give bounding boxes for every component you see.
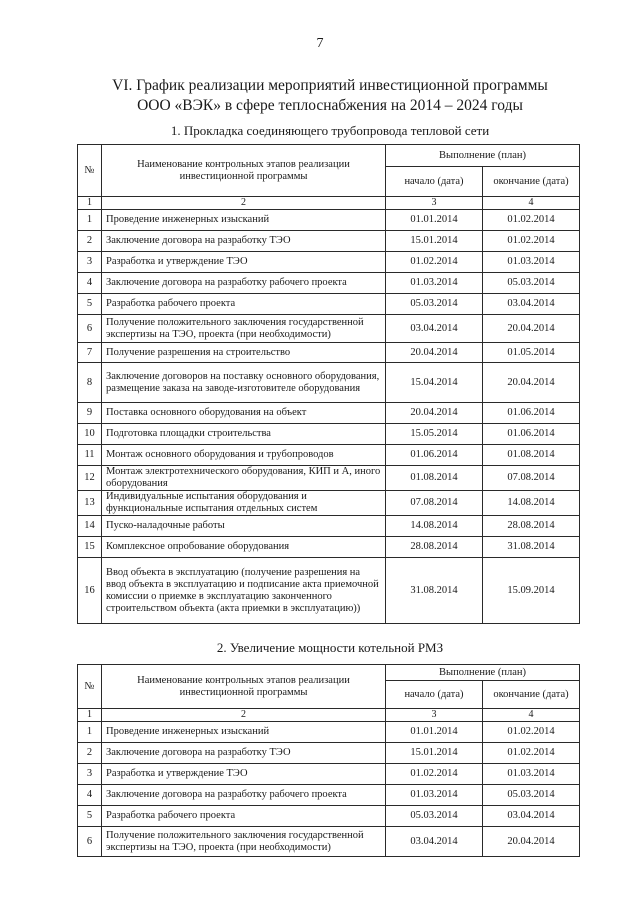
header-num: № [78,145,102,197]
header-col-3: 3 [386,709,483,722]
row-num: 14 [78,516,102,537]
row-name: Разработка рабочего проекта [102,294,386,315]
row-start: 05.03.2014 [386,294,483,315]
row-name: Заключение договора на разработку ТЭО [102,743,386,764]
row-end: 07.08.2014 [483,466,580,491]
header-num: № [78,665,102,709]
row-name: Разработка рабочего проекта [102,806,386,827]
table-row [78,424,580,445]
row-start: 01.03.2014 [386,785,483,806]
row-end: 14.08.2014 [483,491,580,516]
row-num: 15 [78,537,102,558]
row-name: Пуско-наладочные работы [102,516,386,537]
row-end: 20.04.2014 [483,315,580,343]
row-num: 6 [78,827,102,857]
row-end: 05.03.2014 [483,785,580,806]
row-start: 01.02.2014 [386,764,483,785]
row-end: 01.06.2014 [483,424,580,445]
row-start: 01.01.2014 [386,722,483,743]
row-start: 28.08.2014 [386,537,483,558]
table-row [78,722,580,743]
section-2-title: 2. Увеличение мощности котельной РМЗ [216,640,444,655]
table-row [78,343,580,363]
row-num: 1 [78,722,102,743]
table-row [78,743,580,764]
row-start: 03.04.2014 [386,315,483,343]
header-col-4: 4 [483,197,580,210]
row-start: 03.04.2014 [386,827,483,857]
table-row [78,466,580,491]
table-row [78,210,580,231]
row-end: 05.03.2014 [483,273,580,294]
row-name: Поставка основного оборудования на объект [102,403,386,424]
row-end: 01.03.2014 [483,764,580,785]
row-end: 01.02.2014 [483,231,580,252]
table-row [78,315,580,343]
row-num: 13 [78,491,102,516]
row-end: 01.02.2014 [483,743,580,764]
row-num: 10 [78,424,102,445]
header-execution: Выполнение (план) [386,665,580,681]
row-name: Проведение инженерных изысканий [102,210,386,231]
row-num: 2 [78,743,102,764]
row-start: 31.08.2014 [386,558,483,624]
table-row [78,806,580,827]
table-row [78,294,580,315]
row-num: 9 [78,403,102,424]
header-col-2: 2 [102,197,386,210]
table-row [78,252,580,273]
table-row [78,363,580,403]
row-end: 01.02.2014 [483,722,580,743]
row-num: 1 [78,210,102,231]
row-start: 15.04.2014 [386,363,483,403]
schedule-table-2 [77,664,580,857]
row-start: 15.05.2014 [386,424,483,445]
table-row [78,231,580,252]
row-start: 14.08.2014 [386,516,483,537]
row-end: 20.04.2014 [483,363,580,403]
document-title [60,76,600,116]
row-end: 03.04.2014 [483,806,580,827]
header-end: окончание (дата) [483,167,580,197]
row-end: 31.08.2014 [483,537,580,558]
table-row [78,445,580,466]
row-name: Подготовка площадки строительства [102,424,386,445]
schedule-table-1 [77,144,580,624]
row-end: 28.08.2014 [483,516,580,537]
table-row [78,491,580,516]
row-num: 3 [78,252,102,273]
row-name: Заключение договора на разработку рабочего проекта [102,785,386,806]
row-name: Разработка и утверждение ТЭО [102,252,386,273]
row-start: 20.04.2014 [386,343,483,363]
header-col-1: 1 [78,197,102,210]
row-start: 01.03.2014 [386,273,483,294]
row-num: 6 [78,315,102,343]
row-num: 5 [78,294,102,315]
row-num: 16 [78,558,102,624]
header-col-4: 4 [483,709,580,722]
header-name: Наименование контрольных этапов реализации инвестиционной программы [102,145,386,197]
row-start: 15.01.2014 [386,231,483,252]
row-name: Индивидуальные испытания оборудования и функциональные испытания отдельных систем [102,491,386,516]
row-name: Получение положительного заключения государственной экспертизы на ТЭО, проекта (при необходимости) [102,827,386,857]
row-name: Монтаж электротехнического оборудования, КИП и А, иного оборудования [102,466,386,491]
row-start: 20.04.2014 [386,403,483,424]
row-name: Монтаж основного оборудования и трубопроводов [102,445,386,466]
header-start: начало (дата) [386,681,483,709]
row-num: 8 [78,363,102,403]
row-end: 20.04.2014 [483,827,580,857]
table-row [78,764,580,785]
row-end: 01.03.2014 [483,252,580,273]
row-name: Получение разрешения на строительство [102,343,386,363]
row-end: 01.02.2014 [483,210,580,231]
header-start: начало (дата) [386,167,483,197]
table-row [78,403,580,424]
row-name: Заключение договора на разработку рабочего проекта [102,273,386,294]
header-col-2: 2 [102,709,386,722]
section-1-title: 1. Прокладка соединяющего трубопровода тепловой сети [170,123,490,138]
row-num: 4 [78,273,102,294]
row-name: Заключение договора на разработку ТЭО [102,231,386,252]
row-name: Комплексное опробование оборудования [102,537,386,558]
row-num: 7 [78,343,102,363]
row-num: 5 [78,806,102,827]
row-name: Ввод объекта в эксплуатацию (получение разрешения на ввод объекта в эксплуатацию и подписание акта приемочной комиссии о приемке в эксплуатацию законченного строительством объекта (акта приемки в эксплуатацию)) [102,558,386,624]
row-end: 03.04.2014 [483,294,580,315]
table-row [78,785,580,806]
row-num: 2 [78,231,102,252]
title-line-1: VI. График реализации мероприятий инвестиционной программы [112,77,548,94]
page-number: 7 [316,36,324,51]
row-start: 07.08.2014 [386,491,483,516]
header-name: Наименование контрольных этапов реализации инвестиционной программы [102,665,386,709]
table-row [78,537,580,558]
row-num: 11 [78,445,102,466]
row-start: 01.01.2014 [386,210,483,231]
table-row [78,827,580,857]
table-row [78,273,580,294]
row-start: 01.06.2014 [386,445,483,466]
row-end: 01.05.2014 [483,343,580,363]
table-row [78,516,580,537]
row-start: 01.02.2014 [386,252,483,273]
row-start: 15.01.2014 [386,743,483,764]
table-row [78,558,580,624]
header-execution: Выполнение (план) [386,145,580,167]
header-col-3: 3 [386,197,483,210]
row-name: Получение положительного заключения государственной экспертизы на ТЭО, проекта (при необходимости) [102,315,386,343]
row-num: 4 [78,785,102,806]
row-end: 15.09.2014 [483,558,580,624]
row-end: 01.06.2014 [483,403,580,424]
header-col-1: 1 [78,709,102,722]
row-end: 01.08.2014 [483,445,580,466]
row-name: Заключение договоров на поставку основного оборудования, размещение заказа на заводе-изготовителе оборудования [102,363,386,403]
row-start: 05.03.2014 [386,806,483,827]
header-end: окончание (дата) [483,681,580,709]
row-num: 12 [78,466,102,491]
row-name: Разработка и утверждение ТЭО [102,764,386,785]
row-num: 3 [78,764,102,785]
title-line-2: ООО «ВЭК» в сфере теплоснабжения на 2014 – 2024 годы [137,97,523,114]
row-name: Проведение инженерных изысканий [102,722,386,743]
row-start: 01.08.2014 [386,466,483,491]
